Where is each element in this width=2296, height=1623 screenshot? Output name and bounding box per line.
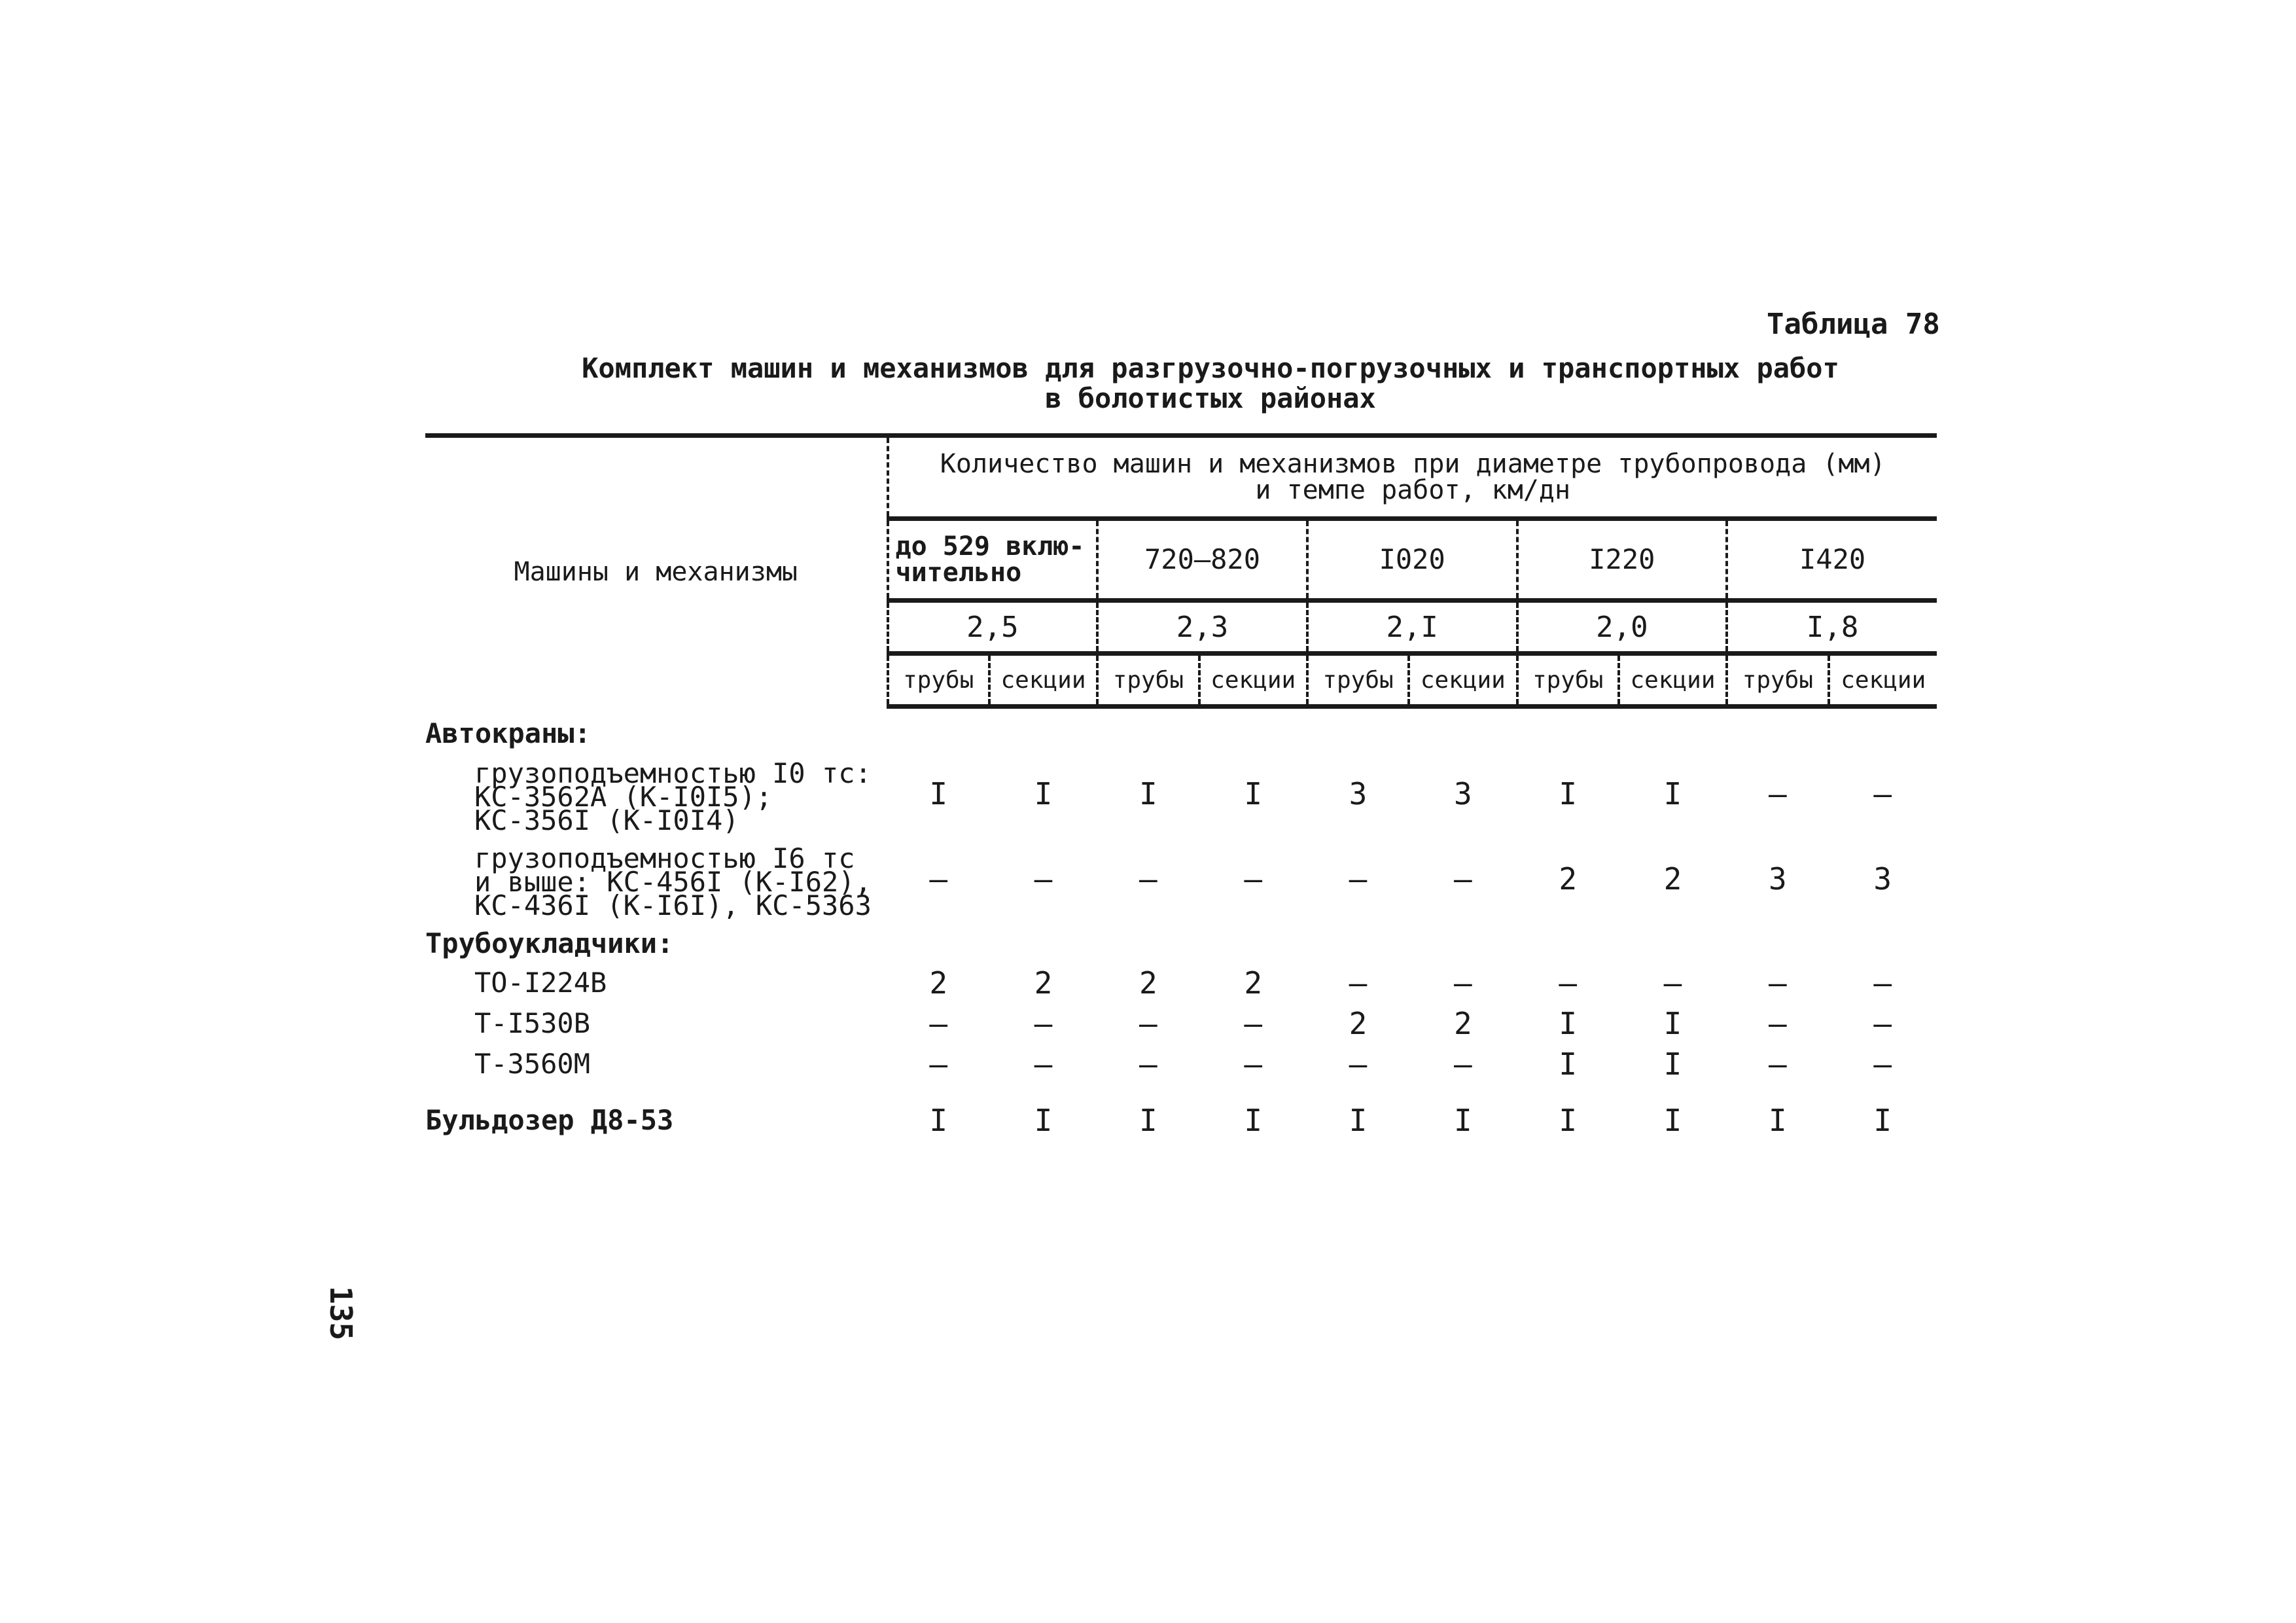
value-cell: I [1559, 1103, 1578, 1138]
header-diameter-1020: I020 [1307, 519, 1517, 601]
value-cell: – [1559, 965, 1578, 1001]
value-cell: – [1244, 1006, 1263, 1041]
header-diameter-1420: I420 [1727, 519, 1937, 601]
value-cell: – [929, 1046, 948, 1082]
row-label-line: и выше: КС-456I (К-I62), [474, 866, 872, 898]
row-label-line: КС-3562А (К-I0I5); [474, 781, 773, 813]
value-cell: I [1769, 1103, 1787, 1138]
value-cell: – [1034, 861, 1053, 897]
header-machines: Машины и механизмы [425, 436, 888, 707]
row-label: Т-3560М [474, 1048, 591, 1080]
value-cell: – [929, 861, 948, 897]
header-quantity-group [888, 436, 1937, 519]
header-diameter-529: до 529 вклю-чительно [888, 519, 1098, 601]
value-cell: – [1769, 1046, 1787, 1082]
value-cell: – [1034, 1046, 1053, 1082]
value-cell: – [1769, 1006, 1787, 1041]
header-rate-2: 2,3 [1097, 601, 1307, 654]
value-cell: – [1349, 861, 1368, 897]
value-cell: I [929, 776, 948, 812]
value-cell: – [1349, 965, 1368, 1001]
table-row [425, 963, 1937, 1003]
header-diameter-720-820: 720–820 [1097, 519, 1307, 601]
header-quantity-line-1: Количество машин и механизмов при диаметре трубопровода (мм) [940, 449, 1886, 479]
row-label-line: грузоподъемностью I0 тс: [474, 757, 872, 789]
value-cell: I [1244, 1103, 1263, 1138]
value-cell: I [1453, 1103, 1472, 1138]
value-cell: – [1244, 1046, 1263, 1082]
header-sub-sections: секции [1829, 654, 1937, 707]
value-cell: – [1663, 965, 1682, 1001]
value-cell: 2 [1453, 1006, 1472, 1041]
table-row [425, 1084, 1937, 1156]
value-cell: – [1139, 1046, 1157, 1082]
value-cell: I [1559, 776, 1578, 812]
value-cell: I [1559, 1006, 1578, 1041]
row-label-autocranes: Автокраны: [425, 717, 591, 749]
value-cell: I [1663, 776, 1682, 812]
equipment-table [425, 433, 1937, 1156]
value-cell: 2 [1349, 1006, 1368, 1041]
value-cell: 3 [1453, 776, 1472, 812]
table-body [425, 707, 1937, 1157]
table-row [425, 707, 1937, 755]
header-rate-5: I,8 [1727, 601, 1937, 654]
value-cell: I [1034, 776, 1053, 812]
value-cell: 3 [1873, 861, 1892, 897]
header-quantity-line-2: и темпе работ, км/дн [1255, 475, 1571, 505]
table-title [458, 353, 1963, 414]
page-number: 135 [323, 1286, 359, 1341]
row-label: ТО-I224В [474, 967, 607, 999]
header-sub-sections: секции [989, 654, 1097, 707]
table-row [425, 840, 1937, 925]
value-cell: I [1559, 1046, 1578, 1082]
value-cell: I [1244, 776, 1263, 812]
value-cell: – [1873, 1006, 1892, 1041]
header-diameter-1220: I220 [1517, 519, 1727, 601]
header-sub-sections: секции [1619, 654, 1727, 707]
table-title-line-2: в болотистых районах [1045, 382, 1376, 414]
row-label [425, 755, 888, 840]
value-cell: – [1349, 1046, 1368, 1082]
value-cell: – [1139, 1006, 1157, 1041]
value-cell: I [1663, 1006, 1682, 1041]
row-label [425, 840, 888, 925]
value-cell: 2 [1244, 965, 1263, 1001]
value-cell: 2 [1139, 965, 1157, 1001]
value-cell: – [1453, 1046, 1472, 1082]
header-sub-pipes: трубы [1517, 654, 1619, 707]
row-label: Бульдозер Д8-53 [425, 1104, 674, 1136]
header-sub-pipes: трубы [1097, 654, 1199, 707]
value-cell: I [1349, 1103, 1368, 1138]
value-cell: – [1034, 1006, 1053, 1041]
header-sub-pipes: трубы [1727, 654, 1828, 707]
header-rate-1: 2,5 [888, 601, 1098, 654]
table-number: Таблица 78 [1767, 308, 1940, 341]
table-row [425, 755, 1937, 840]
header-sub-sections: секции [1199, 654, 1307, 707]
value-cell: – [1873, 965, 1892, 1001]
value-cell: – [1769, 965, 1787, 1001]
value-cell: – [1139, 861, 1157, 897]
value-cell: – [1453, 861, 1472, 897]
value-cell: 2 [929, 965, 948, 1001]
header-rate-4: 2,0 [1517, 601, 1727, 654]
value-cell: – [1453, 965, 1472, 1001]
value-cell: 2 [1034, 965, 1053, 1001]
header-rate-3: 2,I [1307, 601, 1517, 654]
header-sub-pipes: трубы [1307, 654, 1409, 707]
value-cell: I [1139, 1103, 1157, 1138]
value-cell: – [1873, 776, 1892, 812]
value-cell: I [1663, 1103, 1682, 1138]
value-cell: – [929, 1006, 948, 1041]
header-sub-pipes: трубы [888, 654, 989, 707]
row-label-pipelayers: Трубоукладчики: [425, 927, 674, 959]
table-title-line-1: Комплект машин и механизмов для разгрузочно-погрузочных и транспортных работ [582, 352, 1839, 384]
value-cell: I [1139, 776, 1157, 812]
table-row [425, 1044, 1937, 1084]
value-cell: 3 [1769, 861, 1787, 897]
value-cell: I [1873, 1103, 1892, 1138]
table-row [425, 925, 1937, 963]
header-sub-sections: секции [1409, 654, 1517, 707]
value-cell: I [1034, 1103, 1053, 1138]
value-cell: I [929, 1103, 948, 1138]
table-row [425, 1003, 1937, 1044]
value-cell: – [1769, 776, 1787, 812]
row-label-line: КС-436I (К-I6I), КС-5363 [474, 889, 872, 921]
row-label-line: КС-356I (К-I0I4) [474, 804, 739, 836]
value-cell: – [1244, 861, 1263, 897]
row-label-line: грузоподъемностью I6 тс [474, 842, 855, 874]
row-label: Т-I530В [474, 1007, 591, 1039]
value-cell: 2 [1559, 861, 1578, 897]
value-cell: I [1663, 1046, 1682, 1082]
value-cell: 2 [1663, 861, 1682, 897]
value-cell: 3 [1349, 776, 1368, 812]
value-cell: – [1873, 1046, 1892, 1082]
